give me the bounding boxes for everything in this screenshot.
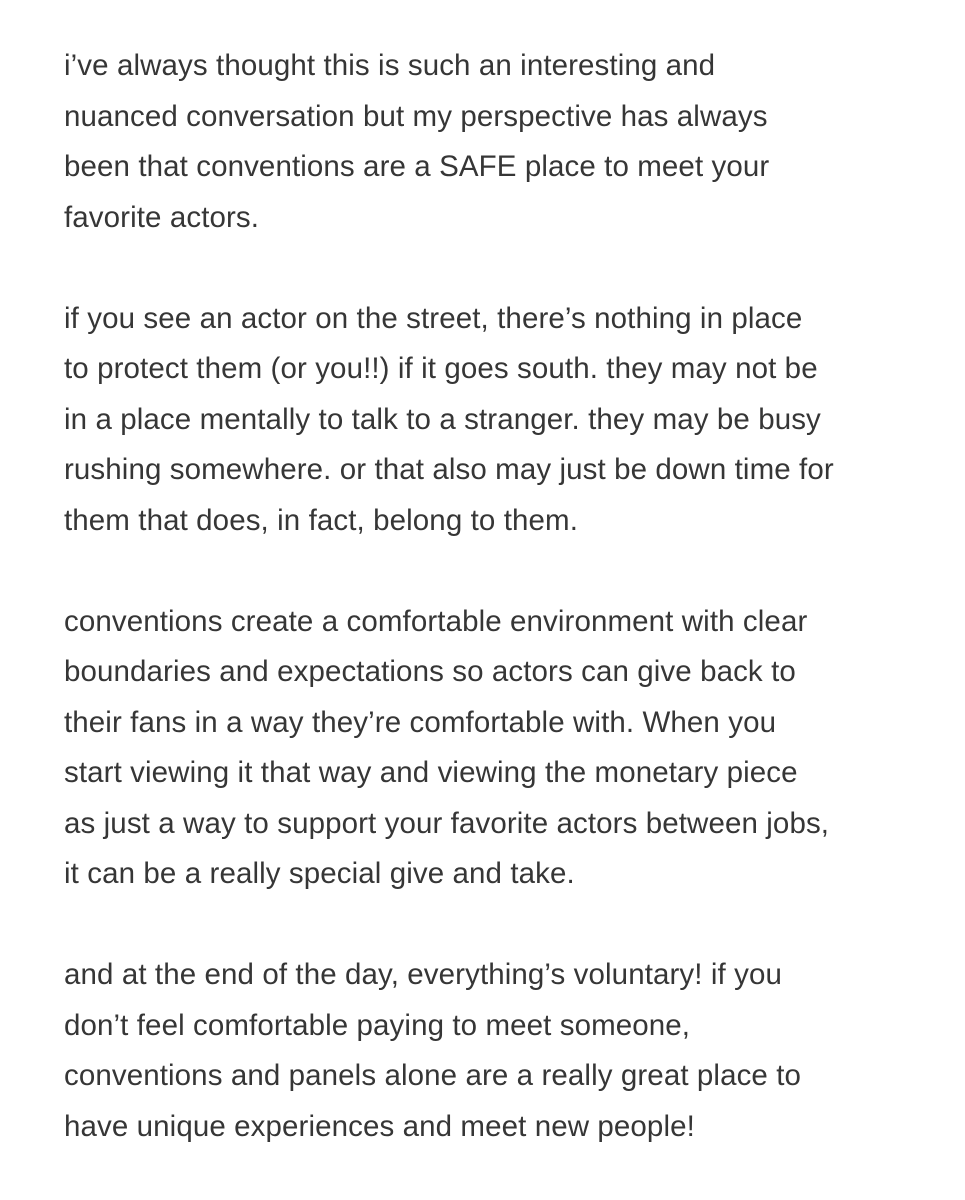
paragraph-gap [64,900,924,951]
note-body [64,41,924,1152]
paragraph-4 [64,950,924,1152]
text-line: them that does, in fact, belong to them. [64,503,578,537]
paragraph-2 [64,294,924,547]
paragraph-gap [64,546,924,597]
text-line: as just a way to support your favorite actors between jobs, [64,806,830,840]
text-line: boundaries and expectations so actors can give back to [64,655,796,688]
text-line: don’t feel comfortable paying to meet someone, [64,1008,691,1042]
text-line: it can be a really special give and take. [64,857,575,890]
text-line: their fans in a way they’re comfortable with. When you [64,705,777,739]
paragraph-gap [64,243,924,294]
text-line: conventions and panels alone are a really great place to [64,1059,802,1092]
text-line: been that conventions are a SAFE place to meet your [64,150,770,183]
text-line: have unique experiences and meet new people! [64,1109,695,1143]
paragraph-1 [64,41,924,243]
text-line: i’ve always thought this is such an interesting and [64,49,716,82]
paragraph-3 [64,597,924,900]
text-line: favorite actors. [64,200,260,234]
text-line: and at the end of the day, everything’s voluntary! if you [64,958,782,991]
text-line: rushing somewhere. or that also may just be down time for [64,453,834,486]
text-line: in a place mentally to talk to a stranger. they may be busy [64,402,821,436]
text-line: conventions create a comfortable environment with clear [64,604,808,638]
text-line: if you see an actor on the street, there’s nothing in place [64,301,803,335]
text-line: start viewing it that way and viewing the monetary piece [64,756,798,789]
text-line: nuanced conversation but my perspective has always [64,99,768,133]
text-line: to protect them (or you!!) if it goes south. they may not be [64,352,818,385]
